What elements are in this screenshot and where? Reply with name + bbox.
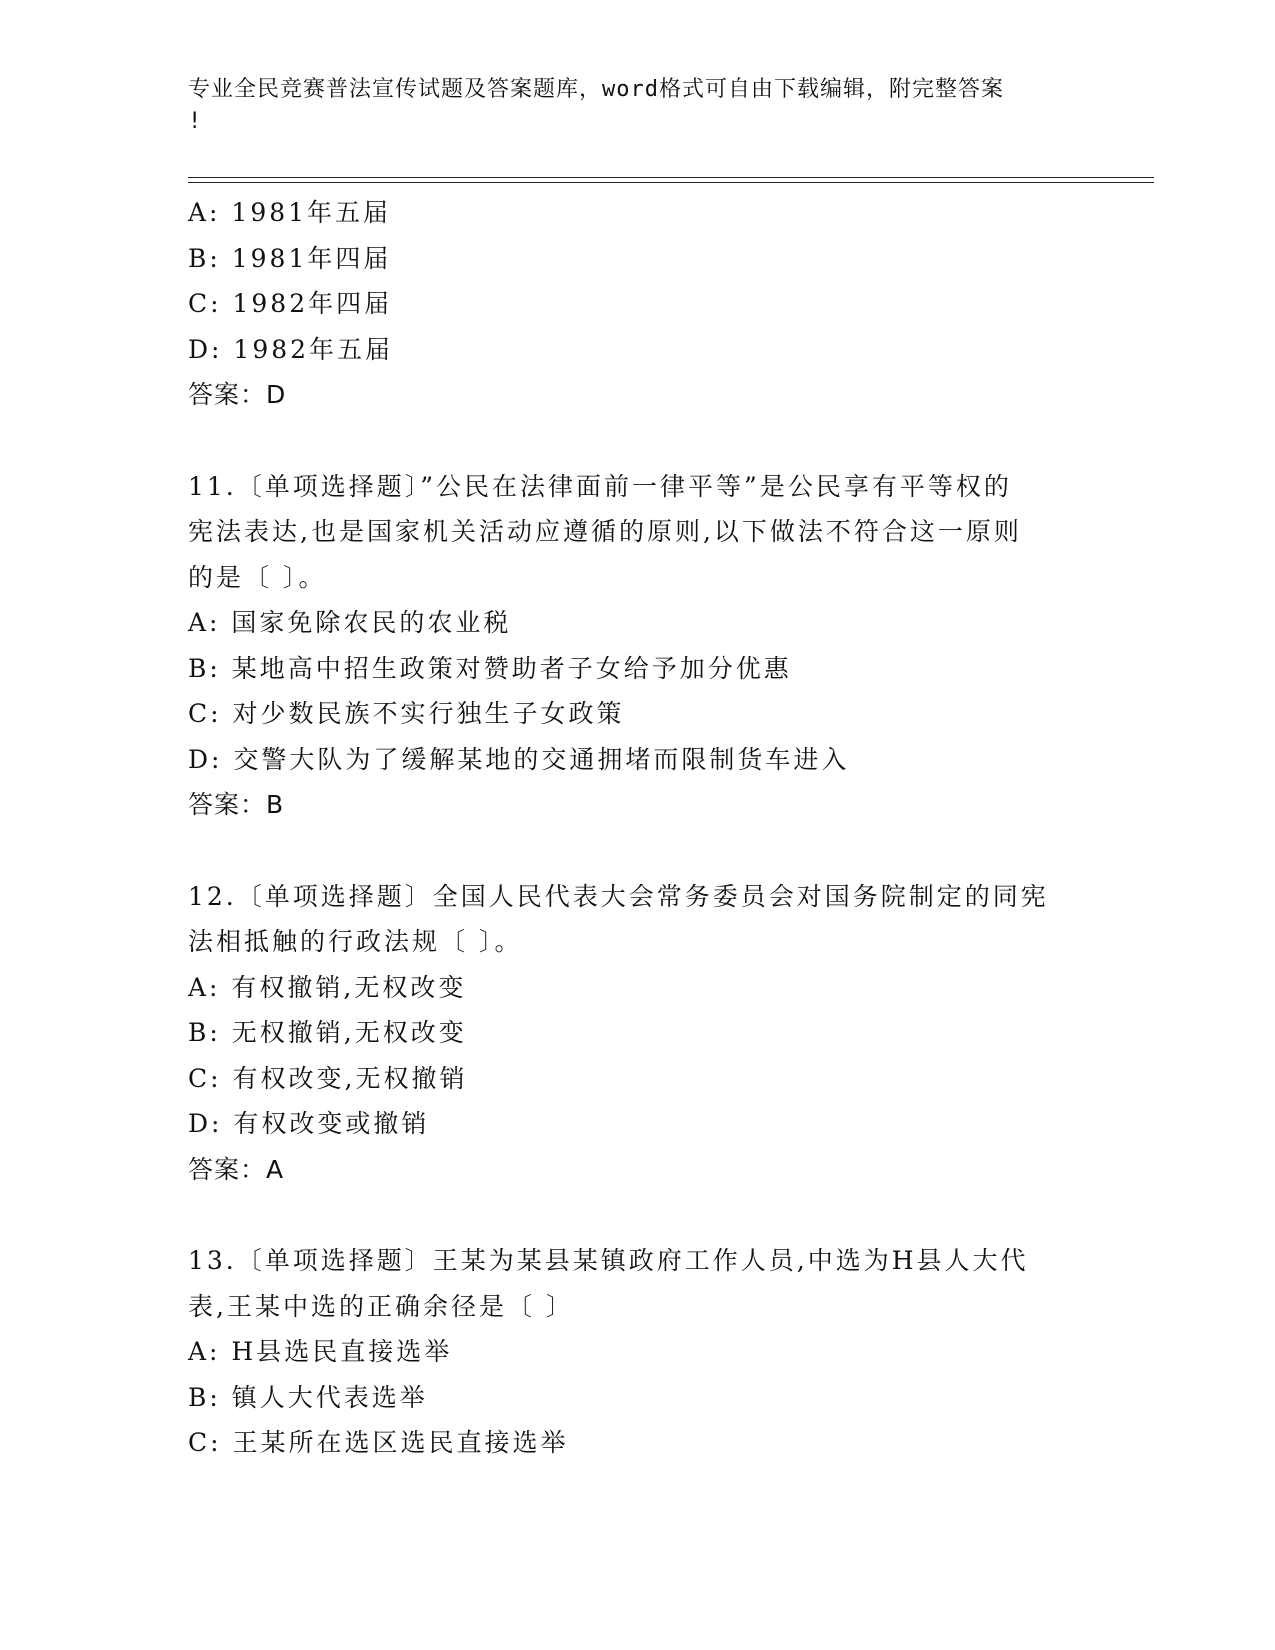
option-c: C: 对少数民族不实行独生子女政策: [188, 699, 625, 728]
option-a: A: H县选民直接选举: [188, 1337, 453, 1366]
question-12: [188, 874, 1088, 1193]
option-d: D: 交警大队为了缓解某地的交通拥堵而限制货车进入: [188, 744, 850, 774]
header-note-line2: !: [188, 109, 203, 134]
stem-line: 宪法表达,也是国家机关活动应遵循的原则,以下做法不符合这一原则: [188, 517, 1022, 546]
answer-line: 答案：A: [188, 1154, 285, 1184]
stem-line: 法相抵触的行政法规〔 〕。: [188, 927, 523, 956]
stem-line: 12.〔单项选择题〕全国人民代表大会常务委员会对国务院制定的同宪: [188, 881, 1049, 911]
answer-line: 答案：B: [188, 790, 285, 819]
option-d: D: 有权改变或撤销: [188, 1109, 430, 1138]
header-divider-top: [188, 177, 1154, 178]
option-b: B: 无权撤销,无权改变: [188, 1018, 467, 1047]
spacer: [188, 418, 1088, 464]
option-a: A: 1981年五届: [188, 198, 392, 227]
stem-line: 11.〔单项选择题〕”公民在法律面前一律平等”是公民享有平等权的: [188, 471, 1012, 501]
option-c: C: 1982年四届: [188, 289, 393, 318]
document-header-note: [188, 74, 1068, 138]
stem-line: 13.〔单项选择题〕王某为某县某镇政府工作人员,中选为H县人大代: [188, 1246, 1029, 1275]
question-list: [188, 190, 1088, 1466]
question-stem: [188, 874, 1068, 965]
option-a: A: 有权撤销,无权改变: [188, 972, 467, 1002]
answer-line: 答案：D: [188, 380, 287, 409]
stem-line: 表,王某中选的正确余径是〔 〕: [188, 1291, 574, 1321]
option-b: B: 镇人大代表选举: [188, 1382, 428, 1412]
spacer: [188, 828, 1088, 874]
question-11: [188, 464, 1088, 828]
option-c: C: 有权改变,无权撤销: [188, 1063, 468, 1093]
option-b: B: 1981年四届: [188, 243, 392, 273]
option-c: C: 王某所在选区选民直接选举: [188, 1428, 569, 1457]
header-divider-bottom: [188, 182, 1154, 183]
option-a: A: 国家免除农民的农业税: [188, 608, 512, 637]
header-note-line1: 专业全民竞赛普法宣传试题及答案题库，word格式可自由下载编辑，附完整答案: [188, 77, 1004, 102]
question-10-continued: [188, 190, 1088, 418]
option-d: D: 1982年五届: [188, 334, 394, 364]
option-b: B: 某地高中招生政策对赞助者子女给予加分优惠: [188, 653, 792, 683]
stem-line: 的是〔 〕。: [188, 562, 327, 592]
spacer: [188, 1192, 1088, 1238]
question-stem: [188, 1238, 1068, 1329]
question-stem: [188, 464, 1068, 601]
question-13: [188, 1238, 1088, 1466]
